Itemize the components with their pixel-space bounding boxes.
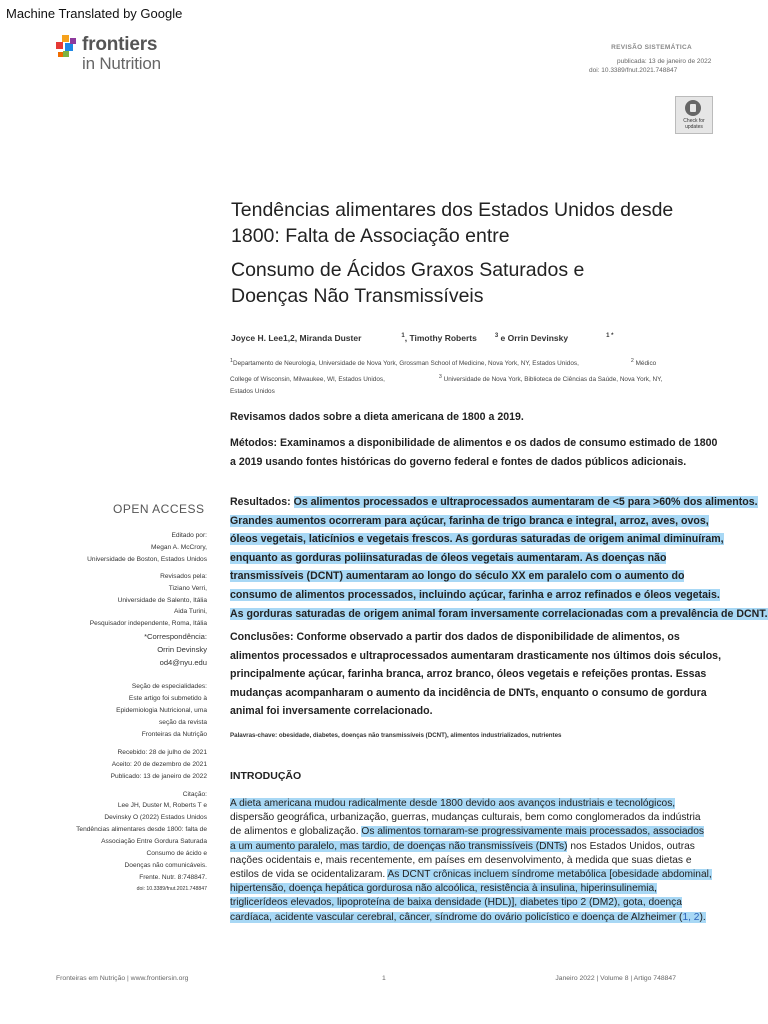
check-for-updates-badge[interactable] <box>675 96 713 134</box>
results-line-7: As gorduras saturadas de origem animal foram inversamente correlacionadas com a prevalência de DCNT. <box>230 607 768 620</box>
accepted-date: Aceito: 20 de dezembro de 2021 <box>111 760 207 768</box>
author-3-affiliation: 1 * <box>606 333 614 340</box>
citation-line: Doenças não comunicáveis. <box>124 861 207 869</box>
sidebar-line: Aida Turini, <box>174 608 207 616</box>
citation-link[interactable]: 1, 2 <box>682 911 700 923</box>
author-1-affiliation: 1 <box>401 333 405 340</box>
author-3[interactable]: e Orrin Devinsky <box>498 333 569 343</box>
results-label: Resultados: <box>230 496 291 508</box>
author-1[interactable]: Joyce H. Lee1,2, Miranda Duster <box>231 333 362 343</box>
intro-line-3b: Os alimentos tornaram-se progressivamente mais processados, associados <box>361 826 704 838</box>
open-access-label: OPEN ACCESS <box>113 502 205 516</box>
sidebar-line: Universidade de Salento, Itália <box>117 596 207 604</box>
bookmark-icon <box>685 100 701 116</box>
citation-line: Devinsky O (2022) Estados Unidos <box>104 814 207 822</box>
abstract-methods <box>230 434 768 471</box>
footer-issue-info: Janeiro 2022 | Volume 8 | Artigo 748847 <box>555 975 676 982</box>
published-date: publicada: 13 de janeiro de 2022 <box>617 58 712 65</box>
conclusions-line-1: Conclusões: Conforme observado a partir dos dados de disponibilidade de alimentos, os <box>230 631 680 643</box>
conclusions-line-4: mudanças acompanharam o aumento da incidência de DNTs, enquanto o consumo de gordura <box>230 686 707 699</box>
title-line-1: Tendências alimentares dos Estados Unidos desde <box>231 199 674 221</box>
publication-meta <box>589 57 711 75</box>
correspondence-email[interactable]: od4@nyu.edu <box>159 658 207 668</box>
intro-line-3a: de alimentos e globalização. <box>230 826 362 838</box>
sidebar-line: Fronteiras da Nutrição <box>141 730 207 738</box>
author-2-affiliation: 3 <box>494 333 499 340</box>
results-line-6: consumo de alimentos processados, incluindo açúcar, farinha e arroz refinados e óleos vegetais. <box>230 588 720 601</box>
affiliations <box>230 355 690 399</box>
intro-line-7: hipertensão, doença hepática gordurosa não alcoólica, resistência à insulina, hiperinsulinemia, <box>230 883 658 895</box>
intro-line-8: triglicerídeos elevados, lipoproteína de baixa densidade (HDL)], diabetes tipo 2 (DM2), gota, doença <box>230 897 682 909</box>
sidebar-line: Universidade de Boston, Estados Unidos <box>87 555 207 563</box>
abstract-results <box>230 493 768 623</box>
conclusions-line-5: animal foi inversamente correlacionado. <box>230 705 433 718</box>
logo-word-frontiers: frontiers <box>82 34 158 55</box>
intro-line-2: dispersão geográfica, urbanização, guerras, mudanças culturais, bem como conglomerados da indústria <box>230 812 701 824</box>
citation-line: Consumo de ácido e <box>146 850 207 858</box>
affiliation-country: Estados Unidos <box>230 388 275 396</box>
author-2[interactable]: , Timothy Roberts <box>404 333 477 343</box>
methods-line-1: Métodos: Examinamos a disponibilidade de alimentos e os dados de consumo estimado de 1800 <box>230 437 718 449</box>
sidebar-line: Seção de especialidades: <box>131 683 207 691</box>
affiliation-sup-3: 3 <box>438 373 442 380</box>
doi: doi: 10.3389/fnut.2021.748847 <box>589 67 678 74</box>
affiliation-sup-1: 1 <box>230 358 233 364</box>
correspondence-label: *Correspondência: <box>144 632 207 642</box>
citation-line: Associação Entre Gordura Saturada <box>101 838 207 846</box>
title-line-2: 1800: Falta de Associação entre <box>231 225 510 247</box>
affiliation-sup-2: 2 <box>630 358 634 364</box>
affiliation-2: College of Wisconsin, Milwaukee, WI, Estados Unidos, <box>230 375 385 383</box>
sidebar-line: seção da revista <box>158 718 207 726</box>
check-for-updates-label: Check for updates <box>683 118 705 130</box>
sidebar-editorial-info <box>76 530 207 896</box>
intro-line-5: nações ocidentais e, mais recentemente, em países em desenvolvimento, à medida que suas dietas e <box>230 854 692 866</box>
abstract-intro: Revisamos dados sobre a dieta americana de 1800 a 2019. <box>230 411 524 423</box>
machine-translation-banner: Machine Translated by Google <box>6 6 183 21</box>
title-line-4: Doenças Não Transmissíveis <box>231 285 484 307</box>
sidebar-line: Pesquisador independente, Roma, Itália <box>89 620 207 628</box>
citation-doi[interactable]: doi: 10.3389/fnut.2021.748847 <box>136 885 207 892</box>
sidebar-line: Tiziano Verri, <box>168 584 207 592</box>
results-line-3: óleos vegetais, laticínios e vegetais frescos. As gorduras saturadas de origem animal diminuíram, <box>230 533 724 546</box>
results-line-2: Grandes aumentos ocorreram para açúcar, farinha de trigo branca e integral, arroz, aves, ovos, <box>230 514 709 527</box>
received-date: Recebido: 28 de julho de 2021 <box>117 748 207 756</box>
sidebar-line: Editado por: <box>171 532 207 539</box>
methods-line-2: a 2019 usando fontes históricas do governo federal e fontes de dados públicos adicionais. <box>230 455 687 468</box>
affiliation-2-start: Médico <box>635 360 657 368</box>
affiliation-1: Departamento de Neurologia, Universidade de Nova York, Grossman School of Medicine, Nova York, NY, Estados Unidos, <box>232 360 579 368</box>
introduction-paragraph <box>230 797 768 925</box>
conclusions-line-3: principalmente açúcar, farinha branca, arroz branco, óleos vegetais e refeições prontas. Essas <box>230 668 707 681</box>
section-heading-introduction: INTRODUÇÃO <box>230 770 302 782</box>
citation-line: Tendências alimentares desde 1800: falta de <box>76 826 207 834</box>
citation-line: Frente. Nutr. 8:748847. <box>139 873 207 881</box>
conclusions-line-2: alimentos processados e ultraprocessados aumentaram drasticamente nos últimos dois séculos, <box>230 649 722 662</box>
intro-line-6a: estilos de vida se ocidentalizaram. <box>230 869 388 881</box>
frontiers-logo-icon <box>56 35 80 63</box>
affiliation-3: Universidade de Nova York, Biblioteca de Ciências da Saúde, Nova York, NY, <box>443 375 663 383</box>
page-number: 1 <box>382 975 386 982</box>
intro-line-4b: nos Estados Unidos, outras <box>567 840 695 852</box>
sidebar-line: Megan A. McCrory, <box>151 543 207 551</box>
intro-line-9a: cardíaca, acidente vascular cerebral, câncer, síndrome do ovário policístico e doença de Alzheimer ( <box>230 911 683 923</box>
abstract-conclusions <box>230 628 768 721</box>
footer-journal-link[interactable]: Fronteiras em Nutrição | www.frontiersin.org <box>56 975 189 982</box>
keywords: Palavras-chave: obesidade, diabetes, doenças não transmissíveis (DCNT), alimentos industrializados, nutrientes <box>230 732 562 739</box>
results-line-1: Os alimentos processados e ultraprocessados aumentaram de <5 para >60% dos alimentos. <box>293 496 758 508</box>
sidebar-line: Epidemiologia Nutricional, uma <box>116 707 207 715</box>
intro-line-9b: ). <box>699 911 706 923</box>
correspondence-name: Orrin Devinsky <box>157 645 207 655</box>
article-type: REVISÃO SISTEMÁTICA <box>611 44 692 51</box>
intro-line-1: A dieta americana mudou radicalmente desde 1800 devido aos avanços industriais e tecnológicos, <box>230 798 676 809</box>
citation-line: Lee JH, Duster M, Roberts T e <box>117 802 207 810</box>
sidebar-line: Revisados pela: <box>160 572 207 580</box>
sidebar-line: Este artigo foi submetido à <box>128 695 207 703</box>
authors <box>231 333 671 343</box>
results-line-5: transmissíveis (DCNT) aumentaram ao longo do século XX em paralelo com o aumento do <box>230 570 685 583</box>
title-line-3: Consumo de Ácidos Graxos Saturados e <box>231 259 585 281</box>
intro-line-6b: As DCNT crônicas incluem síndrome metabólica [obesidade abdominal, <box>387 869 712 881</box>
published-date-sidebar: Publicado: 13 de janeiro de 2022 <box>110 772 207 780</box>
results-line-4: enquanto as gorduras poliinsaturadas de óleos vegetais aumentaram. As doenças não <box>230 551 667 564</box>
citation-label: Citação: <box>182 790 207 798</box>
logo-word-in-nutrition: in Nutrition <box>82 54 161 73</box>
intro-line-4a: a um aumento paralelo, mas tardio, de doenças não transmissíveis (DNTs) <box>230 840 568 852</box>
journal-logo <box>56 33 186 79</box>
